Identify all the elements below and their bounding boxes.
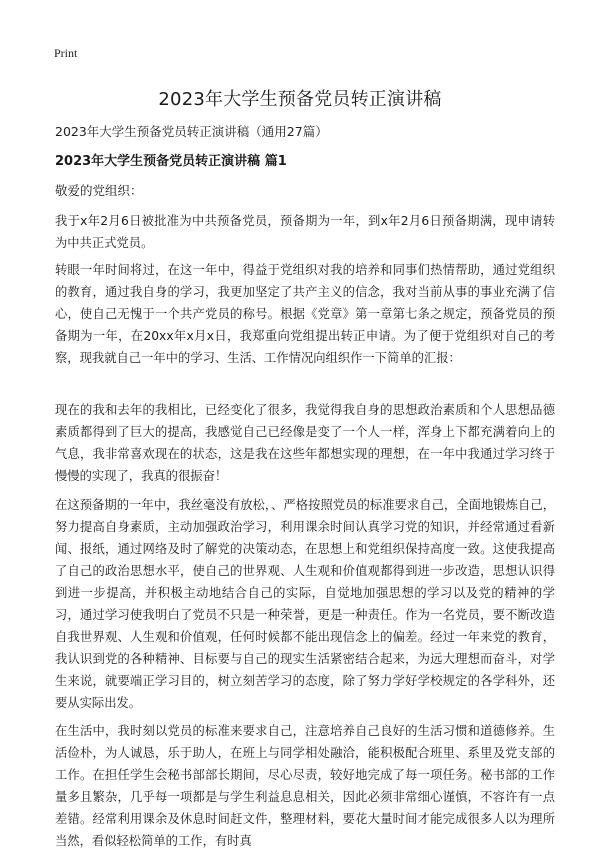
paragraph: 在生活中，我时刻以党员的标准来要求自己，注意培养自己良好的生活习惯和道德修养。生活俭朴，为人诚恳，乐于助人，在班上与同学相处融洽，能积极配合班里、系里及党支部的工作。在担任学生会秘书部部长期间，尽心尽责，较好地完成了每一项任务。秘书部的工作量多且繁杂，几乎每一项都是与学生利益息息相关，因此必须非常细心谨慎，不容许有一点差错。经常利用课余及休息时间赶文件，整理材料，要花大量时间才能完成很多人以为理所当然，看似轻松简单的工作，有时真 (55, 724, 555, 848)
paragraph: 在这预备期的一年中，我丝毫没有放松，、严格按照党员的标准要求自己，全面地锻炼自己，努力提高自身素质，主动加强政治学习，利用课余时间认真学习党的知识，并经常通过看新闻、报纸，通过网络及时了解党的决策动态，在思想上和党组织保持高度一致。这使我提高了自己的政治思想水平，使自己的世界观、人生观和价值观都得到进一步改造，思想认识得到进一步提高，并积极主动地结合自己的实际，自觉地加强思想的学习以及党的精神的学习，通过学习使我明白了党员不只是一种荣誉，更是一种责任。作为一名党员，要不断改造自我世界观、人生观和价值观，任何时候都不能出现信念上的偏差。经过一年来党的教育，我认识到党的各种精神、目标要与自己的现实生活紧密结合起来，为远大理想而奋斗，对学生来说，就要端正学习目的，树立刻苦学习的态度，除了努力学好学校规定的各学科外，还要从实际出发。 (55, 498, 555, 710)
paragraph: 我于x年2月6日被批准为中共预备党员，预备期为一年，到x年2月6日预备期满，现申请转为中共正式党员。 (55, 214, 555, 250)
print-label[interactable]: Print (54, 46, 78, 60)
document-title: 2023年大学生预备党员转正演讲稿 (158, 89, 442, 110)
document-subtitle: 2023年大学生预备党员转正演讲稿（通用27篇） (55, 124, 328, 139)
salutation: 敬爱的党组织： (55, 183, 143, 198)
paragraph: 现在的我和去年的我相比，已经变化了很多，我觉得我自身的思想政治素质和个人思想品德素质都得到了巨大的提高，我感觉自己已经像是变了一个人一样，浑身上下都充满着向上的气息，我非常喜欢现在的状态，这是我在这些年都想实现的理想，在一年中我通过学习终于慢慢的实现了，我真的很振奋！ (55, 403, 555, 483)
section-heading: 2023年大学生预备党员转正演讲稿 篇1 (55, 154, 287, 169)
paragraph: 转眼一年时间将过，在这一年中，得益于党组织对我的培养和同事们热情帮助，通过党组织的教育，通过我自身的学习，我更加坚定了共产主义的信念，我对当前从事的事业充满了信心，使自己无愧于一个共产党员的称号。根据《党章》第一章第七条之规定，预备党员的预备期为一年，在20xx年x月x日，我郑重向党组提出转正申请。为了便于党组织对自己的考察，现我就自己一年中的学习、生活、工作情况向组织作一下简单的汇报： (55, 263, 555, 365)
